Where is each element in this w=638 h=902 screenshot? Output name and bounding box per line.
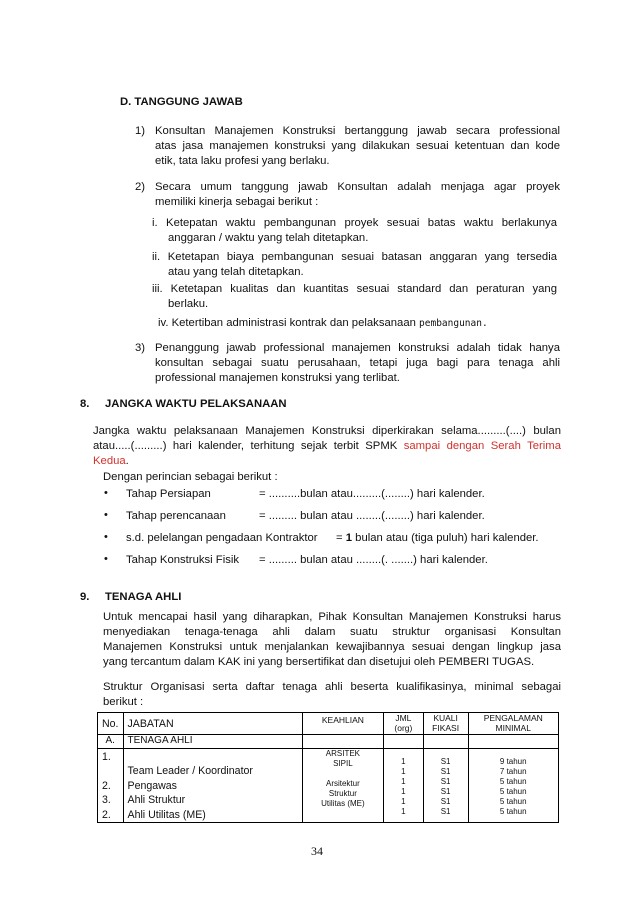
- jml-1: 1: [401, 757, 406, 766]
- kual-1: S1: [440, 757, 451, 766]
- bullet-4-value: = ......... bulan atau ........(. .......) hari kalender.: [259, 554, 488, 566]
- sub-ii-line-1: ii. Ketetapan biaya pembangunan sesuai batasan anggaran yang tersedia: [152, 251, 557, 263]
- bullet-4-label: Tahap Konstruksi Fisik: [126, 554, 240, 566]
- sub-iv-text-end: pembangunan.: [419, 318, 488, 329]
- section-8-para-line-3: [93, 454, 129, 469]
- jml-3: 1: [401, 777, 406, 786]
- section-8-heading: JANGKA WAKTU PELAKSANAAN: [105, 398, 287, 410]
- jml-6: 1: [401, 807, 406, 816]
- cell-keahlian: [302, 749, 383, 823]
- keahlian-1: ARSITEK: [325, 749, 360, 758]
- header-jabatan: JABATAN: [123, 713, 302, 735]
- sub-iii-line-2: berlaku.: [168, 298, 209, 310]
- bullet-1-marker: •: [104, 487, 108, 499]
- jml-4: 1: [401, 787, 406, 796]
- section-8-para-period: .: [125, 455, 129, 467]
- item-3-line-2: konsultan sebagai suatu perusahaan, tetapi juga bagi para tenaga ahli: [155, 357, 560, 369]
- bullet-3-number: 1: [345, 532, 353, 544]
- header-peng-2: MINIMAL: [495, 723, 531, 733]
- item-1-line-3: etik, tata laku profesi yang berlaku.: [155, 155, 330, 167]
- header-pengalaman: [468, 713, 559, 735]
- cell-pengalaman: [468, 749, 559, 823]
- sub-ii-line-2: atau yang telah ditetapkan.: [168, 266, 304, 278]
- bullet-3-rest: bulan atau (tiga puluh) hari kalender.: [352, 532, 539, 544]
- section-9-para-line-3: Manajemen Konstruksi untuk menjalankan kewajibannya sesuai dengan lingkup jasa: [103, 641, 561, 653]
- bullet-2-value: = ......... bulan atau ........(........) hari kalender.: [259, 510, 485, 522]
- table-row: [98, 749, 559, 823]
- keahlian-3: Arsitektur: [325, 779, 360, 788]
- header-peng-1: PENGALAMAN: [483, 713, 543, 723]
- bullet-3-value: [336, 531, 539, 546]
- bullet-3-marker: •: [104, 531, 108, 543]
- keahlian-2: SIPIL: [333, 759, 353, 768]
- peng-6: 5 tahun: [499, 807, 527, 816]
- bullet-4-marker: •: [104, 553, 108, 565]
- header-keahlian: KEAHLIAN: [302, 713, 383, 735]
- group-empty-4: [468, 735, 559, 749]
- item-2-number: 2): [135, 181, 146, 193]
- bullet-1-label: Tahap Persiapan: [126, 488, 211, 500]
- cell-jabatan: [123, 749, 302, 823]
- group-empty-2: [384, 735, 424, 749]
- section-9-para-line-2: menyediakan tenaga-tenaga ahli dalam suatu struktur organisasi Konsultan: [103, 626, 561, 638]
- table-group-row: [98, 735, 559, 749]
- kual-4: S1: [440, 787, 451, 796]
- section-8-number: 8.: [80, 398, 90, 410]
- section-8-para-line-1: Jangka waktu pelaksanaan Manajemen Konstruksi diperkirakan selama.........(....) bulan: [93, 425, 561, 437]
- item-1-line-1: Konsultan Manajemen Konstruksi bertanggung jawab secara professional: [155, 125, 560, 137]
- bullet-3-eq: =: [336, 532, 346, 544]
- cell-numbers: [98, 749, 124, 823]
- section-8-para-line-2: [93, 439, 561, 454]
- header-jml: [384, 713, 424, 735]
- cell-kualifikasi: [423, 749, 468, 823]
- peng-3: 5 tahun: [499, 777, 527, 786]
- sub-i-line-1: i. Ketepatan waktu pembangunan proyek sesuai batas waktu berlakunya: [152, 217, 557, 229]
- section-9-para2-line-2: berikut :: [103, 696, 144, 708]
- item-3-line-3: professional manajemen konstruksi yang terlibat.: [155, 372, 400, 384]
- section-9-heading: TENAGA AHLI: [105, 591, 182, 603]
- jabatan-3: Ahli Struktur: [127, 794, 186, 806]
- section-9-number: 9.: [80, 591, 90, 603]
- section-8-highlight-end: Kedua: [93, 455, 126, 467]
- bullet-3-label: s.d. pelelangan pengadaan Kontraktor: [126, 532, 318, 544]
- keahlian-4: Struktur: [328, 789, 357, 798]
- sub-i-line-2: anggaran / waktu yang telah ditetapkan.: [168, 232, 369, 244]
- group-label: TENAGA AHLI: [123, 735, 302, 749]
- section-8-intro: Dengan perincian sebagai berikut :: [103, 471, 278, 483]
- header-kualifikasi: [423, 713, 468, 735]
- jabatan-2: Pengawas: [127, 779, 177, 792]
- num-4: 2.: [102, 808, 111, 821]
- section-8-para-text: atau.....(.........) hari kalender, terhitung sejak terbit SPMK: [93, 440, 404, 452]
- num-1: 1.: [102, 751, 111, 763]
- bullet-2-label: Tahap perencanaan: [126, 510, 226, 522]
- section-d-heading: D. TANGGUNG JAWAB: [120, 96, 243, 108]
- num-3: 3.: [102, 794, 111, 806]
- item-1-line-2: atas jasa manajemen konstruksi yang dilakukan sesuai ketentuan dan kode: [155, 140, 560, 152]
- section-9-para-line-4: yang tercantum dalam KAK ini yang bersertifikat dan disetujui oleh PEMBERI TUGAS.: [103, 656, 535, 668]
- peng-2: 7 tahun: [499, 767, 527, 776]
- kual-2: S1: [440, 767, 451, 776]
- group-empty-1: [302, 735, 383, 749]
- jabatan-1: Team Leader / Koordinator: [127, 765, 253, 777]
- jml-5: 1: [401, 797, 406, 806]
- kual-5: S1: [440, 797, 451, 806]
- kual-6: S1: [440, 807, 451, 816]
- table-header-row: [98, 713, 559, 735]
- section-8-highlight: sampai dengan Serah Terima: [403, 440, 561, 452]
- peng-5: 5 tahun: [499, 797, 527, 806]
- header-jml-1: JML: [395, 713, 412, 723]
- cell-jml: [384, 749, 424, 823]
- header-no: No.: [98, 713, 124, 735]
- sub-iii-line-1: iii. Ketetapan kualitas dan kuantitas sesuai standard dan peraturan yang: [152, 283, 557, 295]
- keahlian-5: Utilitas (ME): [321, 799, 365, 808]
- header-kual-1: KUALI: [433, 713, 458, 723]
- item-3-line-1: Penanggung jawab professional manajemen konstruksi adalah tidak hanya: [155, 342, 560, 354]
- group-empty-3: [423, 735, 468, 749]
- kual-3: S1: [440, 777, 451, 786]
- item-2-line-2: memiliki kinerja sebagai berikut :: [155, 196, 319, 208]
- peng-4: 5 tahun: [499, 787, 527, 796]
- bullet-1-value: = ..........bulan atau.........(........) hari kalender.: [259, 488, 485, 500]
- peng-1: 9 tahun: [499, 757, 527, 766]
- section-9-para-line-1: Untuk mencapai hasil yang diharapkan, Pihak Konsultan Manajemen Konstruksi harus: [103, 611, 561, 623]
- item-1-number: 1): [135, 125, 146, 137]
- header-kual-2: FIKASI: [432, 723, 460, 733]
- page-number: 34: [311, 844, 323, 858]
- jml-2: 1: [401, 767, 406, 776]
- item-2-line-1: Secara umum tanggung jawab Konsultan adalah menjaga agar proyek: [155, 181, 560, 193]
- header-jml-2: (org): [394, 723, 413, 733]
- sub-iv-line: [158, 316, 488, 331]
- group-no: A.: [98, 735, 124, 749]
- sub-iv-text: iv. Ketertiban administrasi kontrak dan pelaksanaan: [158, 317, 420, 329]
- jabatan-4: Ahli Utilitas (ME): [127, 808, 206, 821]
- bullet-2-marker: •: [104, 509, 108, 521]
- section-9-para2-line-1: Struktur Organisasi serta daftar tenaga ahli beserta kualifikasinya, minimal sebagai: [103, 681, 561, 693]
- tenaga-ahli-table: [97, 712, 559, 823]
- num-2: 2.: [102, 779, 111, 792]
- item-3-number: 3): [135, 342, 146, 354]
